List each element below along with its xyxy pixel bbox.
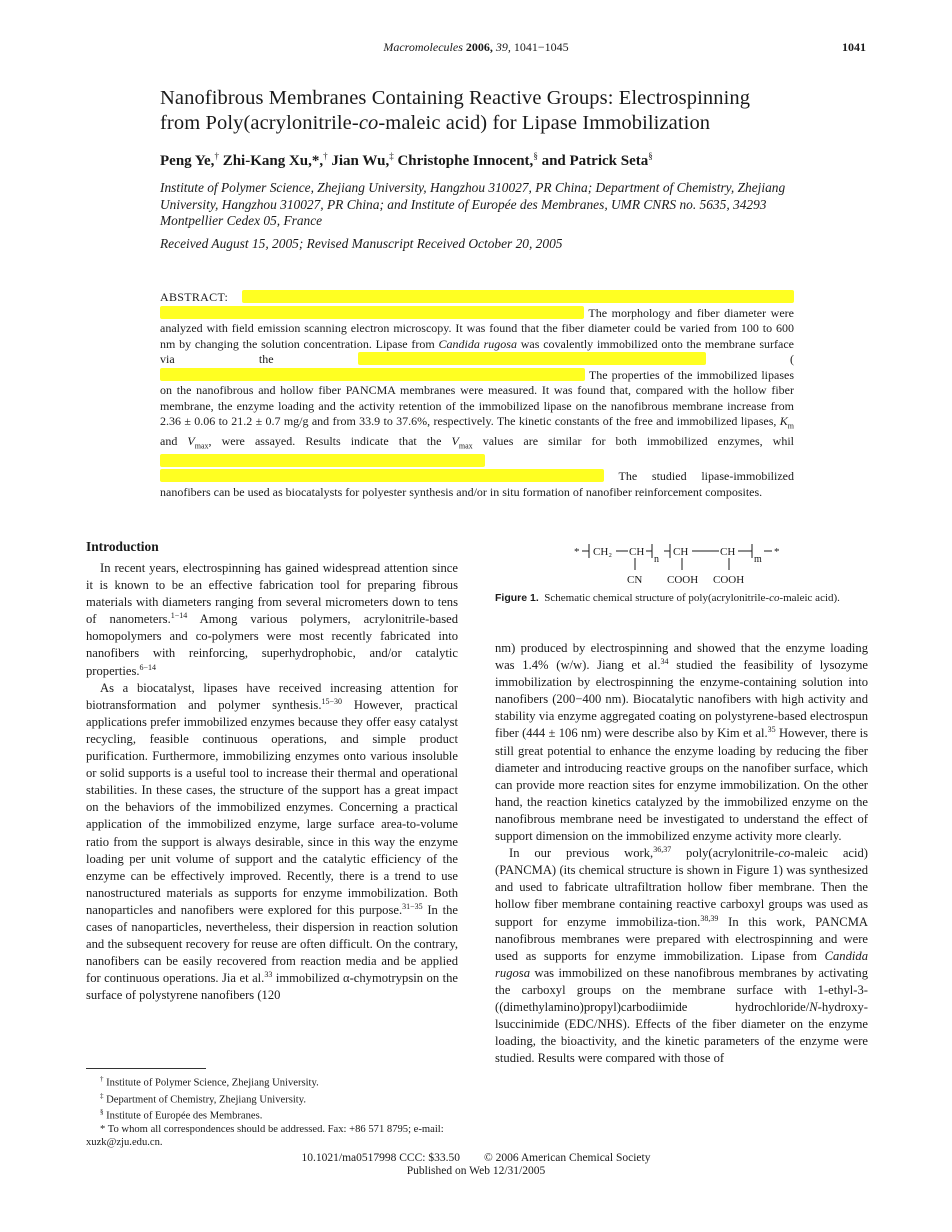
paragraph: In our previous work,$^{36,37}$ poly(acrylonitrile-co-maleic acid) (PANCMA) (its chemical structure is shown in Figure 1) was synthesized and used to fabricate ultrafiltration hollow fiber membrane. Then the hollow fiber membrane containing reactive carboxyl groups was used as support for enzyme immobiliza-tion.$^{38,39}$ In this work, PANCMA nanofibrous membranes were prepared with electrospinning and were used as supports for enzyme immobilization. Lipase from Candida rugosa was immobilized on these nanofibrous membranes by activating the carboxyl groups on the membrane surface with 1-ethyl-3-((dimethylamino)propyl)carbodiimide hydrochloride/N-hydroxy-lsuccinimide (EDC/NHS). Effects of the fiber diameter on the enzyme loading, the bioactivity, and the kinetic parameters of the enzyme were studied. Results were compared with those of [495, 844, 868, 1066]
subscript-n: n [654, 554, 659, 565]
chemical-structure-figure [572, 542, 792, 588]
figure-caption: Figure 1. Schematic chemical structure of poly(acrylonitrile-co-maleic acid). [495, 592, 840, 604]
journal-citation [0, 40, 952, 55]
abstract: ABSTRACT: The morphology and fiber diameter were analyzed with field emission scanning electron microscopy. It was found that the fiber diameter could be varied from 100 to 600 nm by changing the solution concentration. Lipase from Candida rugosa was covalently immobilized onto the membrane surface via the ( The properties of the immobilized lipases on the nanofibrous and hollow fiber PANCMA membranes were measured. It was found that, compared with the hollow fiber membrane, the enzyme loading and the activity retention of the immobilized lipase on the nanofibrous membrane increase from 2.36 ± 0.06 to 21.2 ± 0.7 mg/g and from 33.9 to 37.6%, respectively. The kinetic constants of the free and immobilized lipases, $K_m$ and $V_{max}$, were assayed. Results indicate that the $V_{max}$ values are similar for both immobilized enzymes, whil The studied lipase-immobilized nanofibers can be used as biocatalysts for polyester synthesis and/or in situ formation of nanofiber reinforcement composites. [160, 290, 795, 499]
affiliations: Institute of Polymer Science, Zhejiang University, Hangzhou 310027, PR China; Department of Chemistry, Zhejiang University, Hangzhou 310027, PR China; and Institute of Europée des Membranes, UMR CNRS no. 5635, 34293 Montpellier Cedex 05, France [160, 180, 786, 229]
doi: 10.1021/ma0517998 CCC: $33.50 [301, 1152, 460, 1164]
footnote: ‡ Department of Chemistry, Zhejiang University. [100, 1091, 307, 1106]
sub-cooh: COOH [667, 574, 699, 586]
body-column-left [86, 560, 458, 1004]
journal-pages: 1041−1045 [513, 40, 569, 54]
published-date: Published on Web 12/31/2005 [406, 1165, 546, 1177]
journal-volume: 39, [495, 40, 511, 54]
author-name: Zhi-Kang Xu,*, [218, 153, 324, 169]
redaction-highlight [242, 290, 794, 303]
copyright: © 2006 American Chemical Society [483, 1152, 651, 1164]
body-column-right [495, 640, 868, 1067]
redaction-highlight [358, 352, 706, 365]
group-ch: CH [673, 546, 689, 558]
abstract-label: ABSTRACT: [160, 290, 229, 304]
group-ch: CH [629, 546, 645, 558]
title-line-2: from Poly(acrylonitrile-co-maleic acid) for Lipase Immobilization [160, 112, 711, 134]
sub-cn: CN [627, 574, 643, 586]
author-name: and Patrick Seta [537, 153, 649, 169]
page-footer [0, 1152, 952, 1178]
section-heading: Introduction [86, 539, 159, 554]
sub-cooh: COOH [713, 574, 745, 586]
chain-end-star: * [774, 546, 780, 558]
chain-end-star: * [574, 546, 580, 558]
subscript-m: m [754, 554, 762, 565]
running-header [0, 40, 952, 56]
author-name: Christophe Innocent, [393, 153, 534, 169]
journal-name: Macromolecules [383, 40, 463, 54]
paragraph: As a biocatalyst, lipases have received increasing attention for biotransformation and polymer synthesis.$^{15-30}$ However, practical applications prefer immobilized enzymes because they offer easy catalyst recycling, feasible continuous operations, and simple product purification. Furthermore, immobilizing enzymes onto various insoluble or solid supports is a useful tool to increase their thermal and operational stabilities. In these cases, the structure of the support has a great impact on the behaviors of the immobilized enzymes. Concerning a practical application of the immobilized enzyme, large surface area-to-volume ratio from the support is always desirable, since in this way the enzyme loading per unit volume of support and the catalytic efficiency of the enzyme can be effectively improved. Recently, there is a trend to use nanostructured materials as supports for enzyme immobilization. Both nanoparticles and nanofibers were explored for this purpose.$^{31-35}$ In the cases of nanoparticles, nevertheless, their dispersion in reaction solution and the subsequent recovery for reuse are often difficult. On the contrary, nanofibers can be easily recovered from reaction media and be applied for continuous operations. Jia et al.$^{33}$ immobilized α-chymotrypsin on the surface of polystyrene nanofibers (120 [86, 680, 458, 1003]
group-ch2: CH₂ [593, 546, 613, 558]
paragraph: nm) produced by electrospinning and showed that the enzyme loading was 1.4% (w/w). Jiang et al.$^{34}$ studied the feasibility of lysozyme immobilization by electrospinning the enzyme-containing solution into nanofibers (200−400 nm). Biocatalytic nanofibers with high activity and stability via enzyme aggregated coating on polystyrene-based electrospun fiber (444 ± 106 nm) were describe also by Kim et al.$^{35}$ However, there is still great potential to enhance the enzyme loading by reducing the fiber diameter and introducing reactive groups on the nanofiber surface, which can provide more reaction sites for enzyme immobilization. On the other hand, the reaction kinetics catalyzed by the immobilized enzyme on the nanofibrous membrane need be investigated to understand the effect of support dimension on the immobilized enzyme activity more clearly. [495, 641, 868, 844]
page-number: 1041 [842, 40, 866, 54]
redaction-highlight [160, 368, 585, 381]
author-name: Jian Wu, [327, 153, 390, 169]
redaction-highlight [160, 469, 604, 482]
footnote: † Institute of Polymer Science, Zhejiang University. [100, 1075, 319, 1089]
article-title [160, 86, 840, 136]
redaction-highlight [160, 306, 584, 319]
group-ch: CH [720, 546, 736, 558]
title-line-1: Nanofibrous Membranes Containing Reactive Groups: Electrospinning [160, 87, 751, 109]
footnote: § Institute of Europée des Membranes. [100, 1108, 263, 1122]
footnote-rule [86, 1068, 206, 1069]
paragraph: In recent years, electrospinning has gained widespread attention since it is known to be an effective fabrication tool for preparing fibrous materials with diameters ranging from several micrometers down to tens of nanometers.$^{1-14}$ Among various polymers, acrylonitrile-based homopolymers and co-polymers were most recently fabricated into nanofibers with reinforcing, superhydrophobic, and/or catalytic properties.$^{6-14}$ [86, 561, 458, 678]
journal-year: 2006, [465, 40, 493, 54]
footnotes [86, 1073, 458, 1149]
footnote-correspondence: * To whom all correspondences should be addressed. Fax: +86 571 8795; e-mail: xuzk@zju.edu.cn. [86, 1123, 444, 1148]
redaction-highlight [160, 454, 485, 467]
received-dates: Received August 15, 2005; Revised Manuscript Received October 20, 2005 [160, 236, 563, 251]
author-list: Peng Ye,† Zhi-Kang Xu,*,† Jian Wu,‡ Christophe Innocent,§ and Patrick Seta§ [160, 151, 653, 169]
author-name: Peng Ye, [160, 153, 215, 169]
